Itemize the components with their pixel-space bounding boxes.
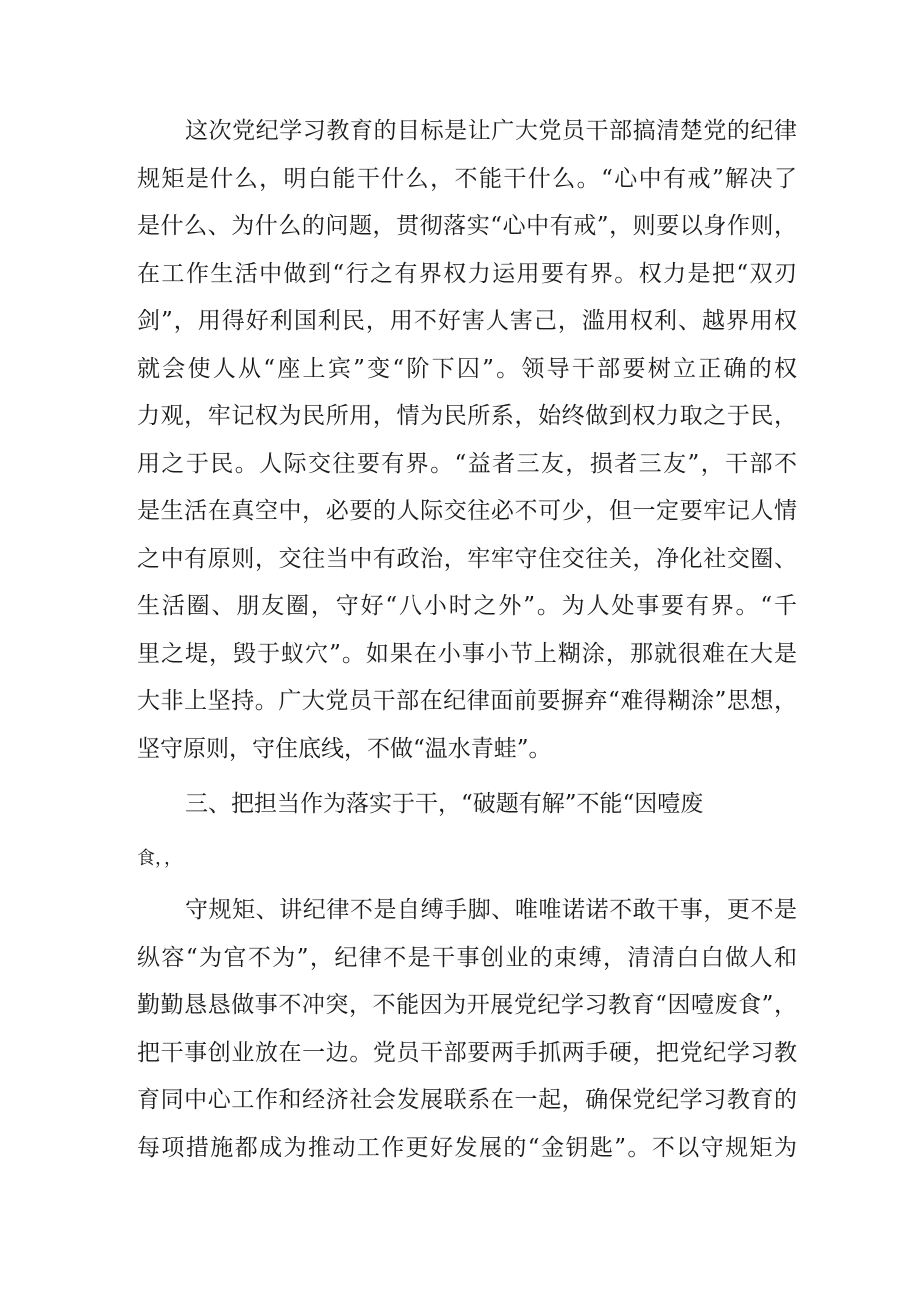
paragraph-line: 这次党纪学习教育的目标是让广大党员干部搞清楚党的纪律 bbox=[185, 118, 797, 144]
paragraph-line: 勤勤恳恳做事不冲突，不能因为开展党纪学习教育“因噎废食”， bbox=[137, 992, 797, 1018]
paragraph-line: 之中有原则，交往当中有政治，牢牢守住交往关，净化社交圈、 bbox=[137, 545, 797, 572]
paragraph-line: 育同中心工作和经济社会发展联系在一起，确保党纪学习教育的 bbox=[137, 1087, 797, 1113]
section-heading-continuation bbox=[137, 837, 797, 881]
paragraph-line: 每项措施都成为推动工作更好发展的“金钥匙”。不以守规矩为 bbox=[137, 1134, 797, 1161]
paragraph-line: 就会使人从“座上宾”变“阶下囚”。领导干部要树立正确的权 bbox=[137, 355, 797, 382]
paragraph-line: 剑”，用得好利国利民，用不好害人害己，滥用权利、越界用权 bbox=[137, 308, 797, 334]
paragraph-boundaries bbox=[137, 108, 797, 773]
paragraph-line: 生活圈、朋友圈，守好“八小时之外”。为人处事要有界。“千 bbox=[137, 593, 797, 619]
section-heading-line: 三、把担当作为落实于干，“破题有解”不能“因噎废 bbox=[185, 791, 704, 817]
paragraph-line: 是什么、为什么的问题，贯彻落实“心中有戒”，则要以身作则， bbox=[137, 213, 797, 239]
paragraph-line: 是生活在真空中，必要的人际交往必不可少，但一定要牢记人情 bbox=[137, 498, 797, 524]
paragraph-line: 大非上坚持。广大党员干部在纪律面前要摒弃“难得糊涂”思想， bbox=[137, 688, 797, 714]
paragraph-line: 规矩是什么，明白能干什么，不能干什么。“心中有戒”解决了 bbox=[137, 165, 797, 192]
paragraph-line: 守规矩、讲纪律不是自缚手脚、唯唯诺诺不敢干事，更不是 bbox=[185, 897, 797, 923]
paragraph-diligence bbox=[137, 887, 797, 1172]
paragraph-line: 在工作生活中做到“行之有界权力运用要有界。权力是把“双刃 bbox=[137, 260, 797, 287]
paragraph-line: 把干事创业放在一边。党员干部要两手抓两手硬，把党纪学习教 bbox=[137, 1039, 797, 1066]
paragraph-line: 力观，牢记权为民所用，情为民所系，始终做到权力取之于民， bbox=[137, 403, 797, 429]
paragraph-line: 里之堤，毁于蚁穴”。如果在小事小节上糊涂，那就很难在大是 bbox=[137, 640, 797, 667]
section-heading bbox=[137, 781, 797, 828]
paragraph-line: 坚守原则，守住底线，不做“温水青蛙”。 bbox=[137, 735, 552, 762]
paragraph-line: 用之于民。人际交往要有界。“益者三友，损者三友”，干部不 bbox=[137, 450, 797, 477]
paragraph-line: 纵容“为官不为”，纪律不是干事创业的束缚，清清白白做人和 bbox=[137, 944, 797, 971]
section-heading-line: 食，， bbox=[137, 848, 182, 869]
